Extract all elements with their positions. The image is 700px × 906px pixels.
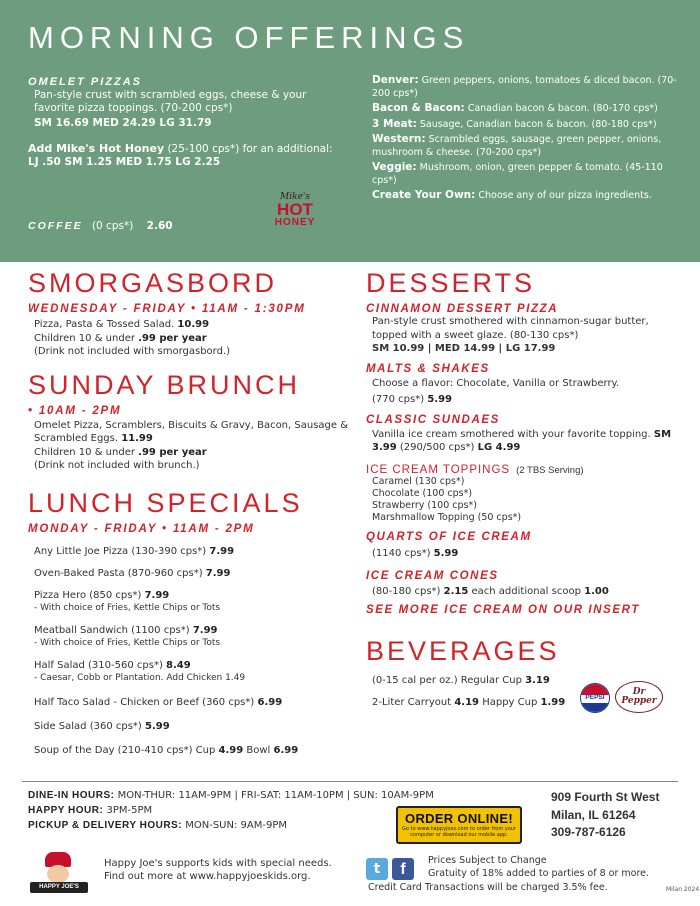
list-item: Strawberry (100 cps*) (372, 499, 477, 511)
prices-subject-note: Prices Subject to Change (428, 855, 547, 866)
lunch-item-price: 8.49 (166, 659, 191, 671)
two-liter-text: 2-Liter Carryout (372, 696, 455, 708)
hot-honey-title: Add Mike's Hot Honey (28, 142, 165, 155)
lunch-item-name: Half Salad (310-560 cps*) (34, 659, 167, 671)
order-online-button[interactable] (396, 806, 522, 844)
smorgasbord-kids-line: Children 10 & under (34, 332, 139, 344)
malts-shakes-heading: MALTS & SHAKES (366, 362, 490, 375)
omelet-varieties-list (372, 74, 678, 205)
brunch-kids-line: Children 10 & under (34, 446, 139, 458)
order-online-label: ORDER ONLINE! (405, 811, 513, 826)
lunch-item-note: - With choice of Fries, Kettle Chips or Tots (34, 637, 221, 648)
sunday-brunch-title: SUNDAY BRUNCH (28, 369, 301, 400)
omelet-prices: SM 16.69 MED 24.29 LG 31.79 (34, 117, 212, 129)
hot-honey-addon (28, 142, 346, 169)
cinnamon-dessert-heading: CINNAMON DESSERT PIZZA (366, 303, 559, 315)
dr-pepper-logo (615, 681, 663, 713)
regular-cup-text: (0-15 cal per oz.) Regular Cup (372, 675, 526, 687)
coffee-line (28, 220, 173, 232)
variety-desc: Choose any of our pizza ingredients. (475, 190, 652, 201)
lunch-item-price: 7.99 (205, 567, 231, 579)
address-city: Milan, IL 61264 (551, 807, 636, 822)
lunch-item-price: 4.99 (218, 744, 244, 756)
coffee-price: 2.60 (146, 220, 173, 232)
list-item (34, 696, 348, 709)
malts-calories: (770 cps*) (372, 394, 428, 405)
pepsi-logo-text: PEPSI (585, 694, 605, 701)
lunch-item-price: 7.99 (144, 589, 170, 601)
regular-cup-price: 3.19 (525, 675, 550, 687)
variety-name: Western: (372, 133, 426, 145)
brunch-price: 11.99 (121, 433, 153, 444)
smorgasbord-title: SMORGASBORD (28, 268, 278, 298)
smorgasbord-kids-price: .99 per year (138, 332, 207, 344)
lunch-item-price-bowl: 6.99 (273, 744, 299, 756)
dine-in-text: MON-THUR: 11AM-9PM | FRI-SAT: 11AM-10PM | SUN: 10AM-9PM (114, 790, 434, 801)
list-item: Caramel (130 cps*) (372, 475, 465, 487)
credit-card-note: Credit Card Transactions will be charged 3.5% fee. (368, 882, 608, 893)
happy-hour-text: 3PM-5PM (103, 805, 153, 816)
list-item (34, 744, 348, 757)
smorgasbord-schedule: WEDNESDAY - FRIDAY • 11AM - 1:30PM (28, 303, 306, 315)
twitter-icon[interactable]: t (366, 858, 388, 880)
restaurant-address (551, 789, 659, 842)
footer-divider (22, 781, 678, 782)
lunch-item-price: 7.99 (209, 545, 235, 557)
sundaes-lg-price: LG 4.99 (477, 442, 521, 453)
cones-calories: (80-180 cps*) (372, 585, 444, 597)
insert-note: SEE MORE ICE CREAM ON OUR INSERT (366, 604, 640, 617)
list-item (372, 161, 678, 187)
kids-support-note (104, 857, 332, 883)
dine-in-hours (28, 788, 434, 803)
list-item (34, 567, 348, 580)
variety-desc: Canadian bacon & bacon. (80-170 cps*) (464, 103, 658, 114)
order-online-note: Go to www.happyjoes.com to order from your computer or download our mobile app. (401, 826, 517, 838)
lunch-item-price: 5.99 (145, 720, 170, 732)
phone-number: 309-787-6126 (551, 825, 626, 839)
list-item (34, 659, 348, 685)
sundaes-sm-price: SM 3.99 (372, 428, 672, 453)
right-column (366, 268, 686, 709)
list-item (372, 74, 678, 100)
brunch-note: (Drink not included with brunch.) (34, 460, 200, 471)
quarts-price-line (372, 547, 686, 561)
happy-hour-label: HAPPY HOUR: (28, 805, 104, 816)
list-item: Chocolate (100 cps*) (372, 487, 473, 499)
variety-desc: Mushroom, onion, green pepper & tomato. (45-110 cps*) (372, 162, 663, 186)
coffee-calories: (0 cps*) (91, 220, 134, 232)
lunch-item-price: 6.99 (257, 696, 283, 708)
brunch-line: Omelet Pizza, Scramblers, Biscuits & Gravy, Bacon, Sausage & Scrambled Eggs. (34, 419, 349, 444)
smorgasbord-line: Pizza, Pasta & Tossed Salad. (34, 319, 178, 330)
quarts-heading: QUARTS OF ICE CREAM (366, 531, 532, 544)
left-column (28, 268, 348, 757)
pickup-label: PICKUP & DELIVERY HOURS: (28, 820, 183, 831)
variety-name: Create Your Own: (372, 189, 476, 201)
omelet-pizzas-heading: OMELET PIZZAS (28, 76, 142, 88)
malts-description: Choose a flavor: Chocolate, Vanilla or Strawberry. (372, 377, 620, 389)
lunch-item-note: - Caesar, Cobb or Plantation. Add Chicken 1.49 (34, 672, 246, 683)
lunch-item-name: Side Salad (360 cps*) (34, 720, 146, 732)
lunch-item-price: 7.99 (192, 624, 218, 636)
sundaes-description (372, 428, 686, 455)
list-item (372, 133, 678, 159)
variety-name: Bacon & Bacon: (372, 102, 465, 114)
toppings-title: ICE CREAM TOPPINGS (366, 463, 511, 476)
lunch-item-name: Half Taco Salad - Chicken or Beef (360 cps*) (34, 696, 258, 708)
happy-cup-text: Happy Cup (479, 696, 541, 708)
logo-honey-text: HONEY (274, 217, 316, 228)
variety-desc: Scrambled eggs, sausage, green pepper, onions, mushroom & cheese. (70-200 cps*) (372, 134, 662, 158)
smorgasbord-price: 10.99 (177, 319, 210, 330)
list-item (372, 118, 678, 132)
coffee-label: COFFEE (28, 220, 83, 232)
cinnamon-dessert-prices: SM 10.99 | MED 14.99 | LG 17.99 (372, 343, 556, 354)
pickup-text: MON-SUN: 9AM-9PM (182, 820, 287, 831)
pepsi-logo (580, 683, 610, 713)
morning-offerings-title: MORNING OFFERINGS (28, 20, 470, 55)
ice-cream-toppings-heading (366, 464, 686, 476)
cones-price-line (372, 585, 686, 599)
quarts-price: 5.99 (433, 548, 459, 560)
omelet-description: Pan-style crust with scrambled eggs, cheese & your favorite pizza toppings. (70-200 cps*) (34, 89, 307, 114)
lunch-specials-title: LUNCH SPECIALS (28, 487, 303, 518)
gratuity-note: Gratuity of 18% added to parties of 8 or more. (428, 867, 650, 879)
support-line2[interactable]: Find out more at www.happyjoeskids.org. (104, 871, 311, 882)
two-liter-price: 4.19 (454, 696, 480, 708)
pickup-delivery-hours (28, 818, 434, 833)
classic-sundaes-heading: CLASSIC SUNDAES (366, 413, 500, 426)
happy-cup-price: 1.99 (540, 696, 566, 708)
cones-extra-text: each additional scoop (468, 585, 585, 597)
list-item (372, 102, 678, 116)
ice-cream-cones-heading: ICE CREAM CONES (366, 569, 499, 582)
list-item (34, 589, 348, 615)
beverages-title: BEVERAGES (366, 636, 560, 667)
list-item: Marshmallow Topping (50 cps*) (372, 512, 522, 524)
smorgasbord-note: (Drink not included with smorgasbord.) (34, 346, 231, 357)
omelet-column (28, 76, 346, 169)
logo-mikes-text: Mike's (280, 192, 310, 202)
cinnamon-dessert-description: Pan-style crust smothered with cinnamon-sugar butter, topped with a sweet glaze. (80-130 cps*) (372, 316, 649, 341)
hot-honey-prices: LJ .50 SM 1.25 MED 1.75 LG 2.25 (28, 156, 221, 168)
desserts-title: DESSERTS (366, 268, 536, 298)
brunch-kids-price: .99 per year (138, 446, 207, 458)
variety-desc: Green peppers, onions, tomatoes & diced bacon. (70-200 cps*) (372, 75, 677, 99)
dine-in-label: DINE-IN HOURS: (28, 790, 115, 801)
mikes-hot-honey-logo (270, 192, 320, 228)
smorgasbord-details (34, 318, 348, 359)
list-item (34, 545, 348, 558)
malts-price: 5.99 (427, 394, 452, 405)
support-line1: Happy Joe's supports kids with special needs. (104, 858, 332, 869)
variety-desc: Sausage, Canadian bacon & bacon. (80-180 cps*) (416, 118, 657, 130)
malts-price-line (372, 393, 686, 407)
variety-name: Denver: (372, 74, 419, 86)
happy-hour (28, 803, 434, 818)
lunch-item-name-bowl: Bowl (243, 744, 274, 756)
variety-name: 3 Meat: (372, 117, 417, 130)
lunch-schedule: MONDAY - FRIDAY • 11AM - 2PM (28, 522, 255, 535)
happy-joes-logo-text: HAPPY JOE'S (30, 882, 88, 893)
lunch-item-name: Soup of the Day (210-410 cps*) Cup (34, 744, 219, 756)
list-item (34, 720, 348, 733)
menu-code: Milan 2024 (666, 886, 700, 893)
brunch-details (34, 419, 348, 473)
lunch-item-name: Meatball Sandwich (1100 cps*) (34, 624, 193, 636)
brunch-schedule: • 10AM - 2PM (28, 404, 122, 417)
variety-name: Veggie: (372, 161, 417, 173)
dr-pepper-logo-text: Dr Pepper (621, 687, 657, 706)
sundaes-desc-text: Vanilla ice cream smothered with your favorite topping. (372, 428, 654, 440)
facebook-icon[interactable]: f (392, 858, 414, 880)
list-item (372, 189, 678, 203)
quarts-calories: (1140 cps*) (372, 548, 434, 560)
lunch-item-note: - With choice of Fries, Kettle Chips or Tots (34, 602, 221, 613)
list-item (34, 624, 348, 650)
morning-offerings-section (0, 0, 700, 262)
fine-print (368, 855, 688, 895)
lunch-item-name: Oven-Baked Pasta (870-960 cps*) (34, 567, 206, 579)
sundaes-calories: (290/500 cps*) (396, 442, 478, 453)
happy-joes-logo (30, 852, 88, 898)
hot-honey-text: (25-100 cps*) for an additional: (164, 143, 333, 155)
address-street: 909 Fourth St West (551, 790, 660, 804)
cones-price: 2.15 (443, 585, 469, 597)
cones-extra-price: 1.00 (584, 585, 609, 597)
logo-hot-text: HOT (277, 200, 313, 219)
lunch-item-name: Pizza Hero (850 cps*) (34, 589, 145, 601)
toppings-note: (2 TBS Serving) (516, 464, 584, 476)
lunch-item-name: Any Little Joe Pizza (130-390 cps*) (34, 545, 210, 557)
hours-block (28, 788, 434, 833)
